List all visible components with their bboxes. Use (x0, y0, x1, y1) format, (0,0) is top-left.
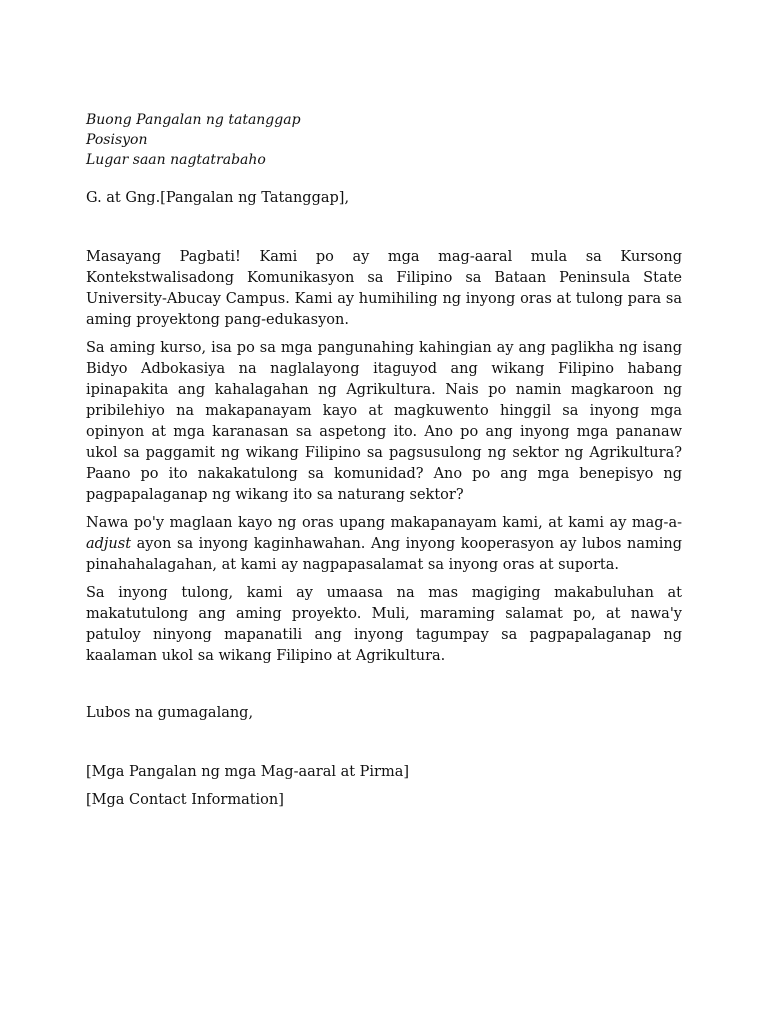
letter-body (86, 110, 682, 811)
paragraph-schedule (86, 513, 682, 576)
recipient-name: Buong Pangalan ng tatanggap (86, 112, 301, 128)
paragraph-thanks: Sa inyong tulong, kami ay umaasa na mas magiging makabuluhan at makatutulong ang aming proyekto. Muli, maraming salamat po, at nawa'y patuloy ninyong mapanatili ang inyong tagumpay sa pagpapalaganap ng kaalaman ukol sa wikang Filipino at Agrikultura. (86, 585, 682, 664)
closing-line: Lubos na gumagalang, (86, 705, 254, 721)
paragraph-schedule-text-end: ayon sa inyong kaginhawahan. Ang inyong kooperasyon ay lubos naming pinahahalagahan, at kami ay nagpapasalamat sa inyong oras at suporta. (86, 536, 682, 573)
signature-placeholder: [Mga Pangalan ng mga Mag-aaral at Pirma] (86, 764, 410, 780)
paragraph-request: Sa aming kurso, isa po sa mga pangunahing kahingian ay ang paglikha ng isang Bidyo Adbokasiya na naglalayong itaguyod ang wikang Filipino habang ipinapakita ang kahalagahan ng Agrikultura. Nais po namin magkaroon ng pribilehiyo na makapanayam kayo at magkuwento hinggil sa inyong mga opinyon at mga karanasan sa aspetong ito. Ano po ang inyong mga pananaw ukol sa paggamit ng wikang Filipino sa pagsusulong ng sektor ng Agrikultura? Paano po ito nakakatulong sa komunidad? Ano po ang mga benepisyo ng pagpapalaganap ng wikang ito sa naturang sektor? (86, 340, 682, 503)
recipient-block (86, 110, 682, 170)
recipient-workplace: Lugar saan nagtatrabaho (86, 152, 266, 168)
paragraph-greeting: Masayang Pagbati! Kami po ay mga mag-aaral mula sa Kursong Kontekstwalisadong Komunikasyon sa Filipino sa Bataan Peninsula State University-Abucay Campus. Kami ay humihiling ng inyong oras at tulong para sa aming proyektong pang-edukasyon. (86, 249, 682, 328)
paragraph-schedule-text-start: Nawa po'y maglaan kayo ng oras upang makapanayam kami, at kami ay mag-a- (86, 515, 682, 531)
recipient-position: Posisyon (86, 132, 148, 148)
contact-placeholder: [Mga Contact Information] (86, 792, 284, 808)
paragraph-schedule-italic-word: adjust (86, 536, 132, 552)
salutation: G. at Gng.[Pangalan ng Tatanggap], (86, 190, 350, 206)
